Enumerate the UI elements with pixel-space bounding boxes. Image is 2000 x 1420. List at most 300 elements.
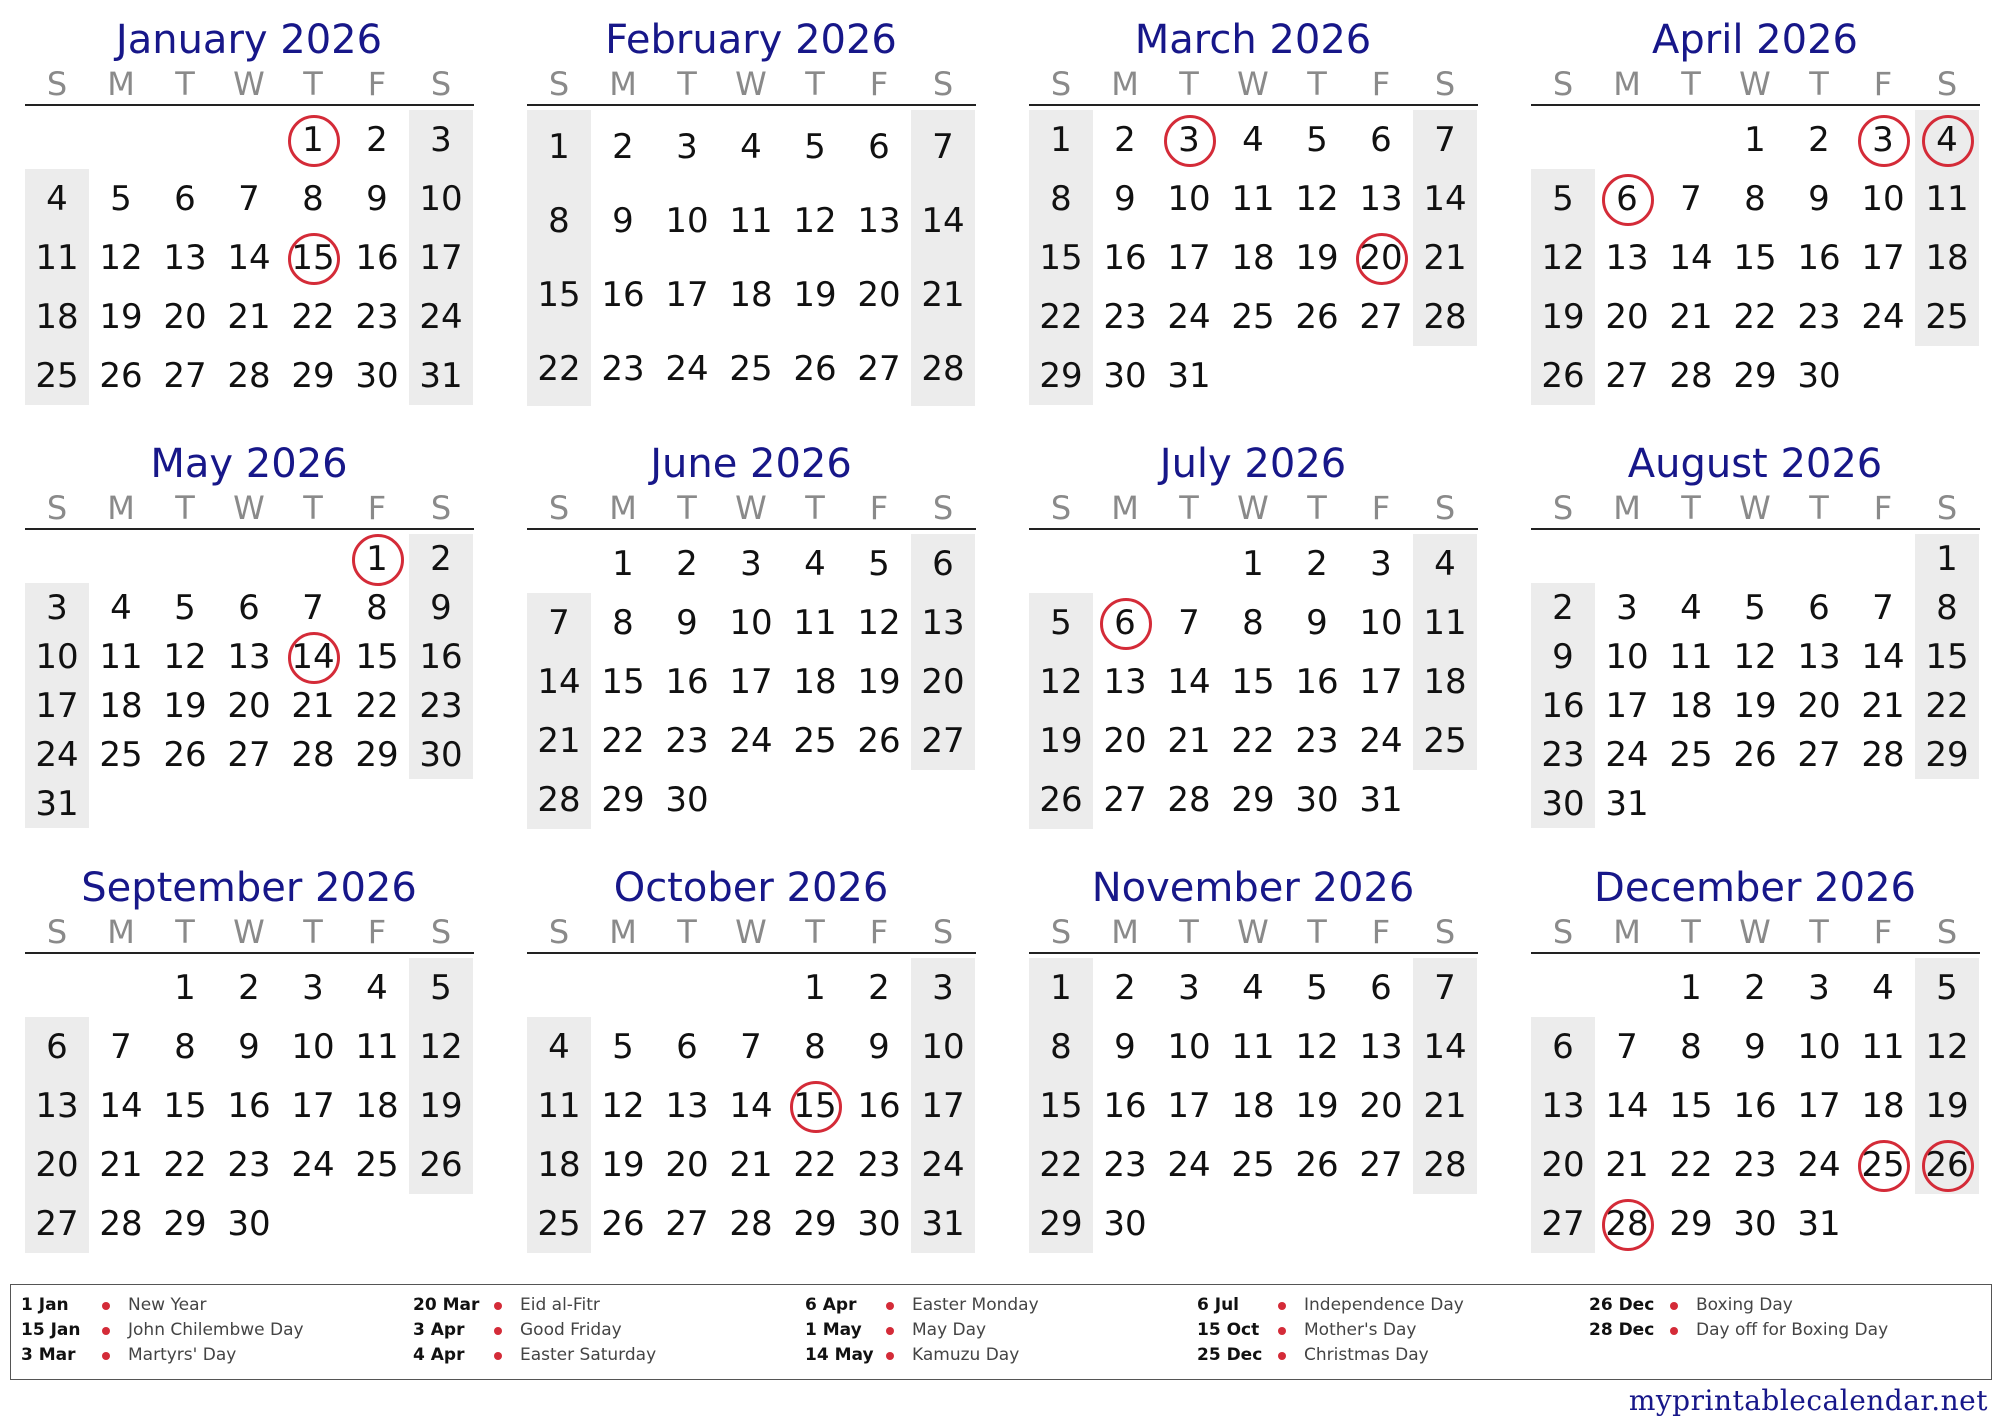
day-cell: [1157, 287, 1221, 346]
day-cell: [25, 730, 89, 779]
day-number: 22: [793, 1144, 837, 1185]
day-number: 7: [548, 602, 570, 643]
day-cell: [89, 632, 153, 681]
day-cell: [281, 287, 345, 346]
day-number: 10: [1167, 178, 1211, 219]
day-cell: [1787, 730, 1851, 779]
day-number: 29: [1231, 779, 1275, 820]
day-number: 18: [1231, 1085, 1275, 1126]
day-number: 19: [1541, 296, 1585, 337]
day-grid: [527, 110, 976, 406]
day-grid: [527, 958, 976, 1253]
day-number: 23: [1797, 296, 1841, 337]
day-number: 12: [99, 237, 143, 278]
day-cell: [1221, 711, 1285, 770]
day-number: 3: [1872, 119, 1894, 160]
day-cell: [911, 332, 975, 406]
day-number: 26: [601, 1203, 645, 1244]
day-number: 22: [163, 1144, 207, 1185]
day-cell: [1349, 169, 1413, 228]
day-cell: [1221, 228, 1285, 287]
day-number: 29: [355, 734, 399, 775]
day-number: 16: [857, 1085, 901, 1126]
day-cell: [153, 346, 217, 405]
day-cell: [527, 652, 591, 711]
empty-day-cell: [1093, 534, 1157, 593]
day-number: 11: [537, 1085, 581, 1126]
day-cell: [1413, 1076, 1477, 1135]
day-number: 23: [857, 1144, 901, 1185]
day-number: 2: [1114, 967, 1136, 1008]
day-number: 20: [1605, 296, 1649, 337]
day-number: 11: [1861, 1026, 1905, 1067]
weekday-header-row: [1531, 64, 1980, 106]
day-number: 10: [1605, 636, 1649, 677]
legend-item: [413, 1318, 805, 1343]
day-cell: [25, 779, 89, 828]
day-number: 21: [1669, 296, 1713, 337]
day-number: 11: [355, 1026, 399, 1067]
day-number: 8: [366, 587, 388, 628]
day-cell: [1595, 730, 1659, 779]
day-number: 25: [1423, 720, 1467, 761]
day-number: 12: [601, 1085, 645, 1126]
day-number: 13: [163, 237, 207, 278]
day-number: 25: [1925, 296, 1969, 337]
day-number: 28: [1605, 1203, 1649, 1244]
day-cell: [25, 583, 89, 632]
day-cell: [1723, 681, 1787, 730]
holiday-day-cell: [783, 1076, 847, 1135]
day-cell: [1723, 1194, 1787, 1253]
day-number: 25: [1669, 734, 1713, 775]
legend-item: [413, 1293, 805, 1318]
day-number: 29: [1925, 734, 1969, 775]
day-number: 25: [729, 349, 773, 389]
empty-day-cell: [1595, 958, 1659, 1017]
day-cell: [1723, 169, 1787, 228]
day-number: 12: [1733, 636, 1777, 677]
day-number: 7: [1434, 119, 1456, 160]
day-cell: [1413, 110, 1477, 169]
day-number: 18: [729, 275, 773, 315]
day-number: 27: [227, 734, 271, 775]
month-block: [526, 848, 976, 1253]
holiday-day-cell: [1851, 110, 1915, 169]
day-number: 15: [793, 1085, 837, 1126]
day-cell: [1595, 779, 1659, 828]
day-number: 25: [355, 1144, 399, 1185]
day-number: 15: [291, 237, 335, 278]
day-number: 7: [302, 587, 324, 628]
empty-day-cell: [153, 534, 217, 583]
day-number: 1: [1050, 967, 1072, 1008]
empty-day-cell: [281, 1194, 345, 1253]
day-number: 31: [419, 355, 463, 396]
day-number: 26: [1039, 779, 1083, 820]
empty-day-cell: [655, 958, 719, 1017]
day-cell: [1093, 958, 1157, 1017]
day-cell: [911, 184, 975, 258]
day-number: 31: [1167, 355, 1211, 396]
day-cell: [409, 681, 473, 730]
day-cell: [1029, 287, 1093, 346]
day-number: 18: [1231, 237, 1275, 278]
day-cell: [1787, 681, 1851, 730]
day-cell: [1349, 652, 1413, 711]
empty-day-cell: [1787, 779, 1851, 828]
day-cell: [1285, 169, 1349, 228]
day-number: 13: [35, 1085, 79, 1126]
day-number: 2: [238, 967, 260, 1008]
month-title: December 2026: [1594, 865, 1916, 911]
empty-day-cell: [1915, 1194, 1979, 1253]
day-number: 2: [1808, 119, 1830, 160]
day-cell: [911, 1194, 975, 1253]
day-number: 11: [729, 201, 773, 241]
day-number: 14: [1861, 636, 1905, 677]
empty-day-cell: [281, 534, 345, 583]
day-cell: [1787, 110, 1851, 169]
day-number: 27: [163, 355, 207, 396]
legend-date: 28 Dec: [1589, 1320, 1655, 1340]
day-number: 12: [419, 1026, 463, 1067]
empty-day-cell: [1029, 534, 1093, 593]
weekday-header: S: [1434, 489, 1456, 527]
day-grid: [1531, 534, 1980, 828]
bullet-dot-icon: [886, 1327, 894, 1335]
day-cell: [1659, 169, 1723, 228]
day-number: 21: [1423, 237, 1467, 278]
weekday-header: W: [233, 65, 265, 103]
day-cell: [217, 1194, 281, 1253]
weekday-header: F: [869, 489, 889, 527]
day-cell: [89, 228, 153, 287]
day-number: 17: [921, 1085, 965, 1126]
bullet-dot-icon: [1670, 1327, 1678, 1335]
weekday-header-row: [25, 64, 474, 106]
day-cell: [591, 332, 655, 406]
empty-day-cell: [1595, 110, 1659, 169]
day-grid: [1531, 110, 1980, 405]
day-cell: [1157, 169, 1221, 228]
day-number: 12: [1039, 661, 1083, 702]
weekday-header: F: [869, 913, 889, 951]
day-cell: [345, 1076, 409, 1135]
month-title: May 2026: [150, 441, 348, 487]
day-cell: [409, 632, 473, 681]
day-number: 20: [857, 275, 901, 315]
day-cell: [1093, 110, 1157, 169]
day-cell: [217, 228, 281, 287]
day-cell: [911, 534, 975, 593]
day-number: 6: [1552, 1026, 1574, 1067]
day-number: 23: [601, 349, 645, 389]
day-number: 28: [1167, 779, 1211, 820]
day-number: 12: [1295, 178, 1339, 219]
day-number: 20: [1541, 1144, 1585, 1185]
weekday-header: T: [1809, 65, 1829, 103]
day-number: 26: [99, 355, 143, 396]
legend-holiday-name: Christmas Day: [1304, 1345, 1429, 1365]
day-cell: [1349, 711, 1413, 770]
bullet-dot-icon: [102, 1302, 110, 1310]
day-cell: [847, 184, 911, 258]
day-cell: [1093, 228, 1157, 287]
day-cell: [1221, 287, 1285, 346]
day-number: 21: [1167, 720, 1211, 761]
day-cell: [1413, 711, 1477, 770]
day-number: 15: [1039, 1085, 1083, 1126]
day-number: 16: [1797, 237, 1841, 278]
day-number: 9: [676, 602, 698, 643]
day-number: 17: [729, 661, 773, 702]
day-number: 14: [99, 1085, 143, 1126]
day-number: 2: [430, 538, 452, 579]
month-block: [1530, 424, 1980, 828]
day-number: 7: [1872, 587, 1894, 628]
weekday-header: W: [1739, 489, 1771, 527]
weekday-header: S: [1936, 65, 1958, 103]
day-cell: [1723, 110, 1787, 169]
day-cell: [1413, 287, 1477, 346]
day-number: 14: [1423, 1026, 1467, 1067]
day-number: 1: [804, 967, 826, 1008]
day-cell: [409, 228, 473, 287]
day-cell: [847, 1017, 911, 1076]
day-cell: [1413, 1017, 1477, 1076]
month-block: [526, 0, 976, 406]
day-number: 14: [921, 201, 965, 241]
day-cell: [1157, 958, 1221, 1017]
day-number: 19: [99, 296, 143, 337]
day-number: 9: [1552, 636, 1574, 677]
day-cell: [281, 958, 345, 1017]
weekday-header: M: [609, 913, 637, 951]
day-number: 15: [1231, 661, 1275, 702]
day-cell: [911, 1135, 975, 1194]
day-number: 12: [1541, 237, 1585, 278]
day-cell: [719, 1194, 783, 1253]
day-number: 15: [537, 275, 581, 315]
day-cell: [527, 1135, 591, 1194]
weekday-header: F: [1371, 913, 1391, 951]
day-cell: [527, 110, 591, 184]
day-number: 13: [1797, 636, 1841, 677]
day-cell: [911, 652, 975, 711]
weekday-header: S: [46, 489, 68, 527]
day-cell: [409, 346, 473, 405]
day-cell: [847, 1194, 911, 1253]
day-number: 13: [1359, 178, 1403, 219]
day-number: 28: [1423, 296, 1467, 337]
day-number: 19: [1925, 1085, 1969, 1126]
day-number: 4: [804, 543, 826, 584]
day-number: 17: [1167, 1085, 1211, 1126]
weekday-header: S: [1050, 489, 1072, 527]
empty-day-cell: [1723, 779, 1787, 828]
day-cell: [1413, 228, 1477, 287]
empty-day-cell: [1851, 1194, 1915, 1253]
weekday-header-row: [527, 64, 976, 106]
weekday-header: F: [367, 65, 387, 103]
day-cell: [281, 1017, 345, 1076]
day-number: 1: [1936, 538, 1958, 579]
day-cell: [153, 632, 217, 681]
legend-item: [1197, 1343, 1589, 1368]
day-number: 13: [1541, 1085, 1585, 1126]
day-number: 24: [1797, 1144, 1841, 1185]
day-cell: [345, 958, 409, 1017]
day-cell: [89, 730, 153, 779]
day-cell: [655, 332, 719, 406]
day-cell: [783, 652, 847, 711]
day-cell: [719, 652, 783, 711]
weekday-header: S: [46, 65, 68, 103]
day-cell: [217, 346, 281, 405]
day-number: 11: [793, 602, 837, 643]
empty-day-cell: [153, 110, 217, 169]
day-number: 7: [740, 1026, 762, 1067]
day-cell: [783, 711, 847, 770]
legend-date: 3 Mar: [21, 1345, 76, 1365]
weekday-header: F: [1873, 489, 1893, 527]
day-number: 23: [1103, 296, 1147, 337]
bullet-dot-icon: [494, 1302, 502, 1310]
day-cell: [217, 632, 281, 681]
weekday-header: F: [367, 489, 387, 527]
empty-day-cell: [1221, 1194, 1285, 1253]
day-number: 29: [793, 1203, 837, 1244]
day-number: 19: [1039, 720, 1083, 761]
day-number: 14: [227, 237, 271, 278]
legend-column: [1589, 1293, 1981, 1371]
legend-column: [1197, 1293, 1589, 1371]
weekday-header: S: [430, 913, 452, 951]
weekday-header: S: [1434, 65, 1456, 103]
day-number: 21: [99, 1144, 143, 1185]
day-cell: [1851, 287, 1915, 346]
day-number: 7: [1616, 1026, 1638, 1067]
day-number: 5: [612, 1026, 634, 1067]
weekday-header-row: [527, 488, 976, 530]
legend-holiday-name: Independence Day: [1304, 1295, 1464, 1315]
day-cell: [1915, 681, 1979, 730]
day-cell: [409, 1076, 473, 1135]
day-cell: [1531, 1017, 1595, 1076]
day-cell: [783, 593, 847, 652]
day-number: 8: [1050, 178, 1072, 219]
day-number: 26: [1733, 734, 1777, 775]
day-cell: [1723, 958, 1787, 1017]
day-cell: [783, 110, 847, 184]
day-cell: [1915, 632, 1979, 681]
day-cell: [1595, 1017, 1659, 1076]
day-cell: [719, 1017, 783, 1076]
day-cell: [1595, 632, 1659, 681]
day-cell: [1221, 593, 1285, 652]
day-number: 31: [1797, 1203, 1841, 1244]
day-cell: [281, 681, 345, 730]
day-cell: [1915, 958, 1979, 1017]
holiday-legend: [10, 1284, 1992, 1380]
day-cell: [1285, 711, 1349, 770]
day-number: 27: [857, 349, 901, 389]
day-number: 2: [868, 967, 890, 1008]
day-number: 22: [1669, 1144, 1713, 1185]
day-cell: [1531, 632, 1595, 681]
legend-holiday-name: Day off for Boxing Day: [1696, 1320, 1889, 1340]
day-cell: [591, 534, 655, 593]
day-number: 23: [1103, 1144, 1147, 1185]
empty-day-cell: [1349, 346, 1413, 405]
weekday-header: W: [735, 913, 767, 951]
day-number: 17: [1359, 661, 1403, 702]
weekday-header: W: [1237, 65, 1269, 103]
day-number: 9: [1114, 178, 1136, 219]
empty-day-cell: [217, 779, 281, 828]
day-number: 15: [355, 636, 399, 677]
legend-item: [21, 1293, 413, 1318]
empty-day-cell: [217, 110, 281, 169]
day-cell: [1659, 346, 1723, 405]
weekday-header: T: [1809, 913, 1829, 951]
day-number: 13: [227, 636, 271, 677]
day-number: 31: [35, 783, 79, 824]
day-cell: [1285, 110, 1349, 169]
day-number: 22: [1231, 720, 1275, 761]
month-block: [1530, 0, 1980, 405]
day-cell: [1787, 632, 1851, 681]
weekday-header: S: [548, 913, 570, 951]
day-number: 22: [355, 685, 399, 726]
empty-day-cell: [153, 779, 217, 828]
day-cell: [1531, 1076, 1595, 1135]
day-cell: [719, 110, 783, 184]
day-number: 26: [793, 349, 837, 389]
day-number: 17: [1797, 1085, 1841, 1126]
day-cell: [1531, 1194, 1595, 1253]
empty-day-cell: [345, 779, 409, 828]
day-cell: [847, 711, 911, 770]
day-number: 20: [163, 296, 207, 337]
legend-item: [1197, 1318, 1589, 1343]
day-number: 24: [1359, 720, 1403, 761]
day-cell: [911, 711, 975, 770]
empty-day-cell: [409, 1194, 473, 1253]
day-number: 28: [537, 779, 581, 820]
day-number: 30: [227, 1203, 271, 1244]
day-number: 27: [1359, 1144, 1403, 1185]
day-number: 27: [1797, 734, 1841, 775]
day-number: 17: [665, 275, 709, 315]
day-number: 30: [1295, 779, 1339, 820]
day-number: 15: [1733, 237, 1777, 278]
day-cell: [25, 169, 89, 228]
day-number: 25: [99, 734, 143, 775]
day-cell: [25, 1076, 89, 1135]
day-cell: [1787, 228, 1851, 287]
empty-day-cell: [1157, 534, 1221, 593]
weekday-header-row: [1029, 64, 1478, 106]
day-number: 18: [1669, 685, 1713, 726]
day-cell: [1093, 169, 1157, 228]
day-cell: [719, 711, 783, 770]
day-cell: [1787, 958, 1851, 1017]
legend-column: [805, 1293, 1197, 1371]
day-number: 2: [366, 119, 388, 160]
day-grid: [527, 534, 976, 829]
